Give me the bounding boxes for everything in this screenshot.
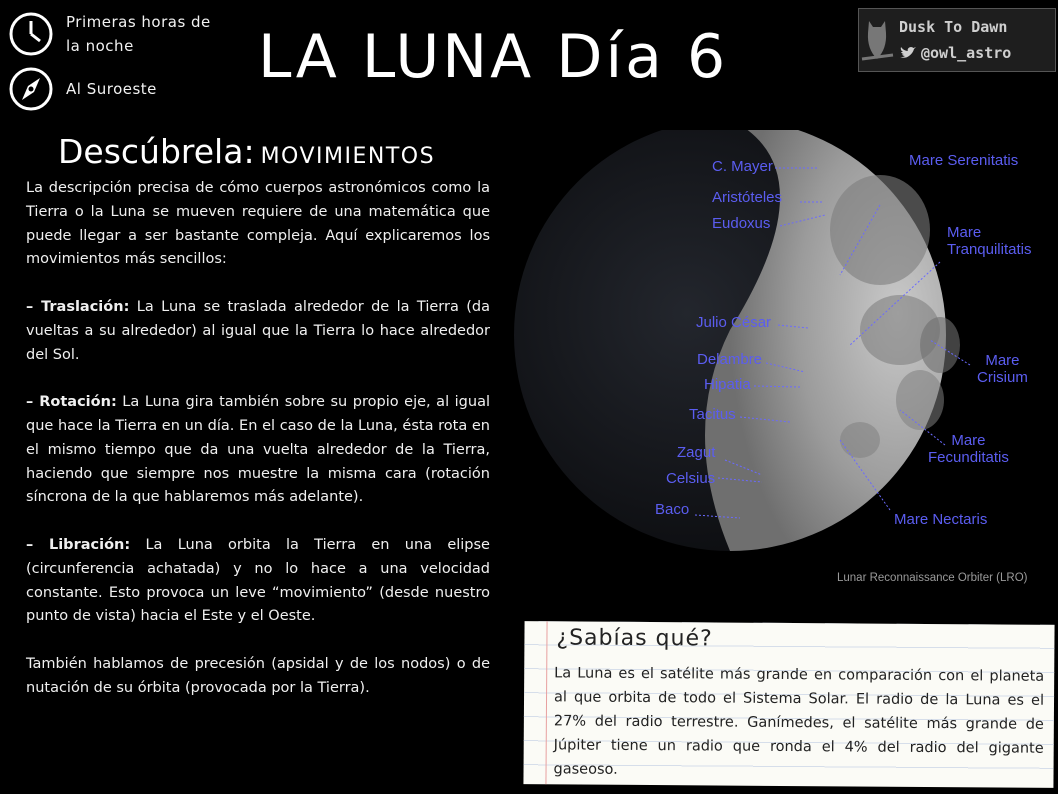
item-heading: – Rotación:: [26, 394, 117, 411]
label-line: Mare: [951, 432, 986, 449]
clock-icon: [8, 11, 54, 57]
item-text: La Luna orbita la Tierra en una elipse (circunferencia achatada) y no lo hace a una velocidad constante. Esto provoca un leve “movimiento” (desde nuestro punto de vista) hacia el Este y el Oeste.: [26, 536, 490, 625]
direction-info: [8, 66, 157, 112]
item-text: La Luna gira también sobre su propio eje, al igual que hace la Tierra en un día. En el caso de la Luna, ésta rota en el mismo tiempo que da una vuelta alrededor de la Tierra, haciendo que siempre nos muestre la misma cara (rotación síncrona de la que hablaremos más adelante).: [26, 394, 490, 506]
twitter-icon: [899, 46, 917, 60]
moon-figure: [500, 130, 1058, 570]
label-hipatia: Hipatia: [704, 376, 751, 393]
item-traslacion: [26, 296, 490, 367]
owl-icon: [859, 15, 895, 65]
label-julio-cesar: Julio César: [696, 314, 772, 331]
label-line: Crisium: [977, 369, 1028, 386]
note-title: ¿Sabías qué?: [556, 625, 713, 652]
label-celsius: Celsius: [666, 470, 716, 487]
closing-paragraph: También hablamos de precesión (apsidal y de los nodos) o de nutación de su órbita (provocada por la Tierra).: [26, 655, 490, 696]
label-tacitus: Tacitus: [689, 406, 736, 423]
note-text: La Luna es el satélite más grande en comparación con el planeta al que orbita de todo el Sistema Solar. El radio de la Luna es el 27% del radio terrestre. Ganímedes, el satélite más grande de Júpiter tiene un radio que ronda el 4% del radio del gigante gaseoso.: [553, 665, 1045, 778]
label-fecunditatis: [928, 432, 1009, 466]
margin-line: [545, 621, 547, 784]
label-serenitatis: Mare Serenitatis: [909, 152, 1019, 169]
label-crisium: [977, 352, 1028, 386]
label-line: Tranquilitatis: [947, 241, 1032, 258]
section-subtitle: MOVIMIENTOS: [260, 144, 436, 169]
label-zagut: Zagut: [677, 444, 716, 461]
item-text: La Luna se traslada alrededor de la Tierra (da vueltas a su alrededor) al igual que la Tierra lo hace alrededor del Sol.: [26, 298, 490, 363]
item-heading: – Traslación:: [26, 298, 130, 315]
compass-icon: [8, 66, 54, 112]
image-credit: Lunar Reconnaissance Orbiter (LRO): [837, 572, 1028, 584]
label-c-mayer: C. Mayer: [712, 158, 773, 175]
fun-fact-note: [523, 621, 1054, 788]
section-title: [58, 132, 435, 171]
direction-text: Al Suroeste: [66, 80, 157, 98]
label-baco: Baco: [655, 501, 690, 518]
label-delambre: Delambre: [697, 351, 763, 368]
label-line: Mare: [985, 352, 1020, 369]
page-title: LA LUNA Día 6: [258, 22, 729, 92]
logo-line1: Dusk To Dawn: [899, 18, 1008, 36]
body-text: [26, 177, 490, 724]
label-line: Mare: [947, 224, 982, 241]
label-line: Fecunditatis: [928, 449, 1009, 466]
section-title-main: Descúbrela:: [58, 132, 255, 171]
label-eudoxus: Eudoxus: [712, 215, 771, 232]
logo-line2: @owl_astro: [921, 44, 1012, 62]
label-tranquilitatis: [947, 224, 1031, 258]
label-nectaris: Mare Nectaris: [894, 511, 988, 528]
time-info: [8, 10, 216, 58]
intro-paragraph: La descripción precisa de cómo cuerpos astronómicos como la Tierra o la Luna se mueven requiere de una matemática que puede llegar a ser bastante compleja. Aquí explicaremos los movimientos más sencillos:: [26, 180, 490, 268]
item-rotacion: [26, 391, 490, 510]
item-libracion: [26, 534, 490, 629]
label-aristoteles: Aristóteles: [712, 189, 783, 206]
time-text: Primeras horas de la noche: [66, 13, 211, 55]
item-heading: – Libración:: [26, 536, 131, 553]
brand-logo[interactable]: [858, 8, 1056, 72]
